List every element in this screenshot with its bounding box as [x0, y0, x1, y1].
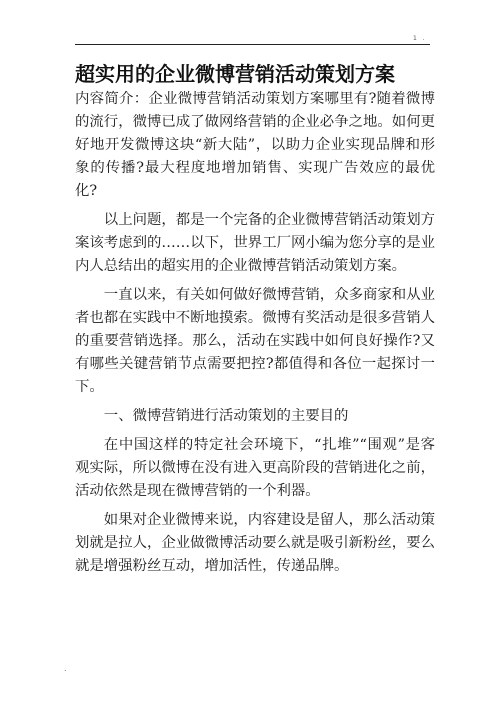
- intro-paragraph: 内容简介：企业微博营销活动策划方案哪里有?随着微博的流行，微博已成了做网络营销的企业必争之地。如何更好地开发微博这块“新大陆”，以助力企业实现品牌和形象的传播?最大程度地增加销售、实现广告效应的最优化?: [75, 91, 435, 199]
- paragraph-6: 如果对企业微博来说，内容建设是留人，那么活动策划就是拉人，企业做微博活动要么就是吸引新粉丝，要么就是增强粉丝互动，增加活性，传递品牌。: [75, 512, 435, 574]
- paragraph-5: 在中国这样的特定社会环境下，“扎堆”“围观”是客观实际，所以微博在没有进入更高阶段的营销进化之前，活动依然是现在微博营销的一个利器。: [75, 437, 435, 499]
- paragraph-2: 以上问题，都是一个完备的企业微博营销活动策划方案该考虑到的……以下，世界工厂网小编为您分享的是业内人总结出的超实用的企业微博营销活动策划方案。: [75, 212, 435, 274]
- section-heading: 一、微博营销进行活动策划的主要目的: [103, 408, 349, 424]
- page-number: 1 .: [413, 35, 427, 42]
- document-body: [75, 60, 435, 578]
- header-rule: [75, 44, 430, 45]
- paragraph-3: 一直以来，有关如何做好微博营销，众多商家和从业者也都在实践中不断地摸索。微博有奖活动是很多营销人的重要营销选择。那么，活动在实践中如何良好操作?又有哪些关键营销节点需要把控?都值得和各位一起探讨一下。: [75, 287, 435, 395]
- footer-mark: .: [64, 664, 67, 673]
- document-title: 超实用的企业微博营销活动策划方案: [75, 62, 395, 86]
